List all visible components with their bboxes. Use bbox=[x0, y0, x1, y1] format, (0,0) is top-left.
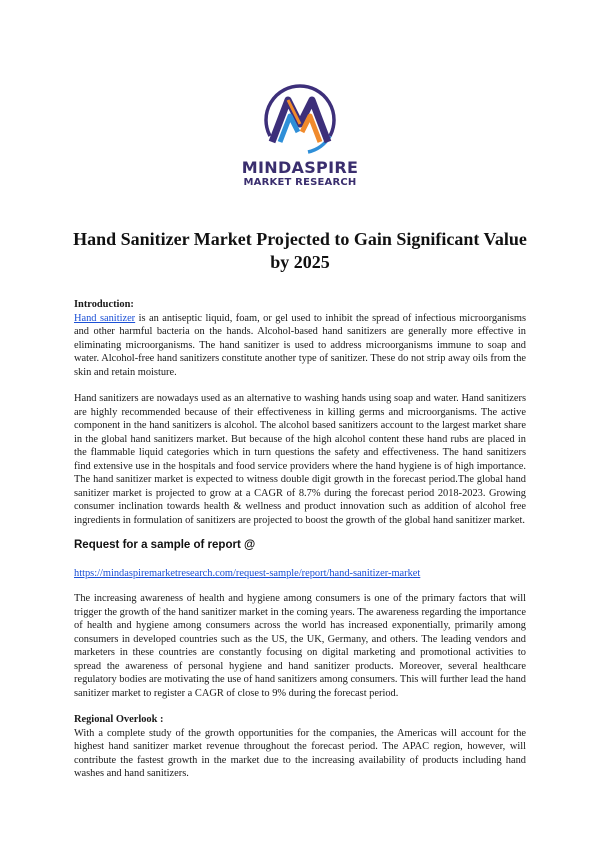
brand-name: MINDASPIRE bbox=[241, 158, 359, 177]
company-logo bbox=[236, 80, 364, 190]
request-sample-heading: Request for a sample of report @ bbox=[74, 539, 256, 551]
brand-tagline: MARKET RESEARCH bbox=[243, 177, 357, 188]
regional-heading: Regional Overlook : bbox=[74, 714, 164, 725]
intro-heading: Introduction: bbox=[74, 299, 134, 310]
regional-paragraph: With a complete study of the growth opportunities for the companies, the Americas will account for the highest hand sanitizer market revenue throughout the forecast period. The APAC region, however, will contribute the fastest growth in the market due to the increasing availability of products including hand washes and hand sanitizers. bbox=[74, 727, 526, 779]
awareness-paragraph: The increasing awareness of health and hygiene among consumers is one of the primary factors that will trigger the growth of the hand sanitizer market in the coming years. The awareness regarding the importance of health and hygiene among consumers across the world has increased exponentially, primarily among consumers in developed countries such as the US, the UK, Germany, and others. The leading vendors and marketers in these countries are constantly focusing on digital marketing and promotional activities to spread the awareness of personal hygiene and hand sanitizer products. Moreover, several healthcare regulatory bodies are motivating the use of hand sanitizers among consumers. This will further lead the hand sanitizer market to register a CAGR of close to 9% during the forecast period. bbox=[74, 593, 526, 699]
intro-paragraph bbox=[74, 312, 526, 380]
request-sample-link[interactable]: https://mindaspiremarketresearch.com/request-sample/report/hand-sanitizer-market bbox=[74, 567, 421, 579]
document-title: Hand Sanitizer Market Projected to Gain Significant Value by 2025 bbox=[73, 229, 527, 272]
intro-text: is an antiseptic liquid, foam, or gel used to inhibit the spread of infectious microorganisms and other harmful bacteria on the hands. Alcohol-based hand sanitizers are generally more effective in eliminating microorganisms. The hand sanitizer is used to address microorganisms immune to soap and water. Alcohol-free hand sanitizers constitute another type of sanitizer. These do not strip away oils from the skin and retain moisture. bbox=[74, 312, 526, 378]
document-body bbox=[74, 298, 526, 781]
market-paragraph: Hand sanitizers are nowadays used as an alternative to washing hands using soap and water. Hand sanitizers are highly recommended because of their effectiveness in killing germs and microorganisms. The active component in the hand sanitizers is alcohol. The alcohol based sanitizers account to the largest market share in the global hand sanitizers market. But because of the high alcohol content these hand rubs are placed in the flammable liquid categories which in turn questions the safety and effectiveness. The hand sanitizers find extensive use in the hospitals and food service providers where the hand hygiene is of high importance. The hand sanitizer market is expected to witness double digit growth in the forecast period.The global hand sanitizer market is projected to grow at a CAGR of 8.7% during the forecast period 2018-2023. Growing consumer inclination towards health & wellness and product innovation such as addition of alcohol free ingredients in formulation of sanitizers are projected to boost the growth of the global hand sanitizer market. bbox=[74, 393, 526, 526]
mindaspire-logo-icon bbox=[258, 80, 342, 156]
request-sample-url-line bbox=[74, 567, 526, 581]
hand-sanitizer-link[interactable]: Hand sanitizer bbox=[74, 312, 136, 324]
